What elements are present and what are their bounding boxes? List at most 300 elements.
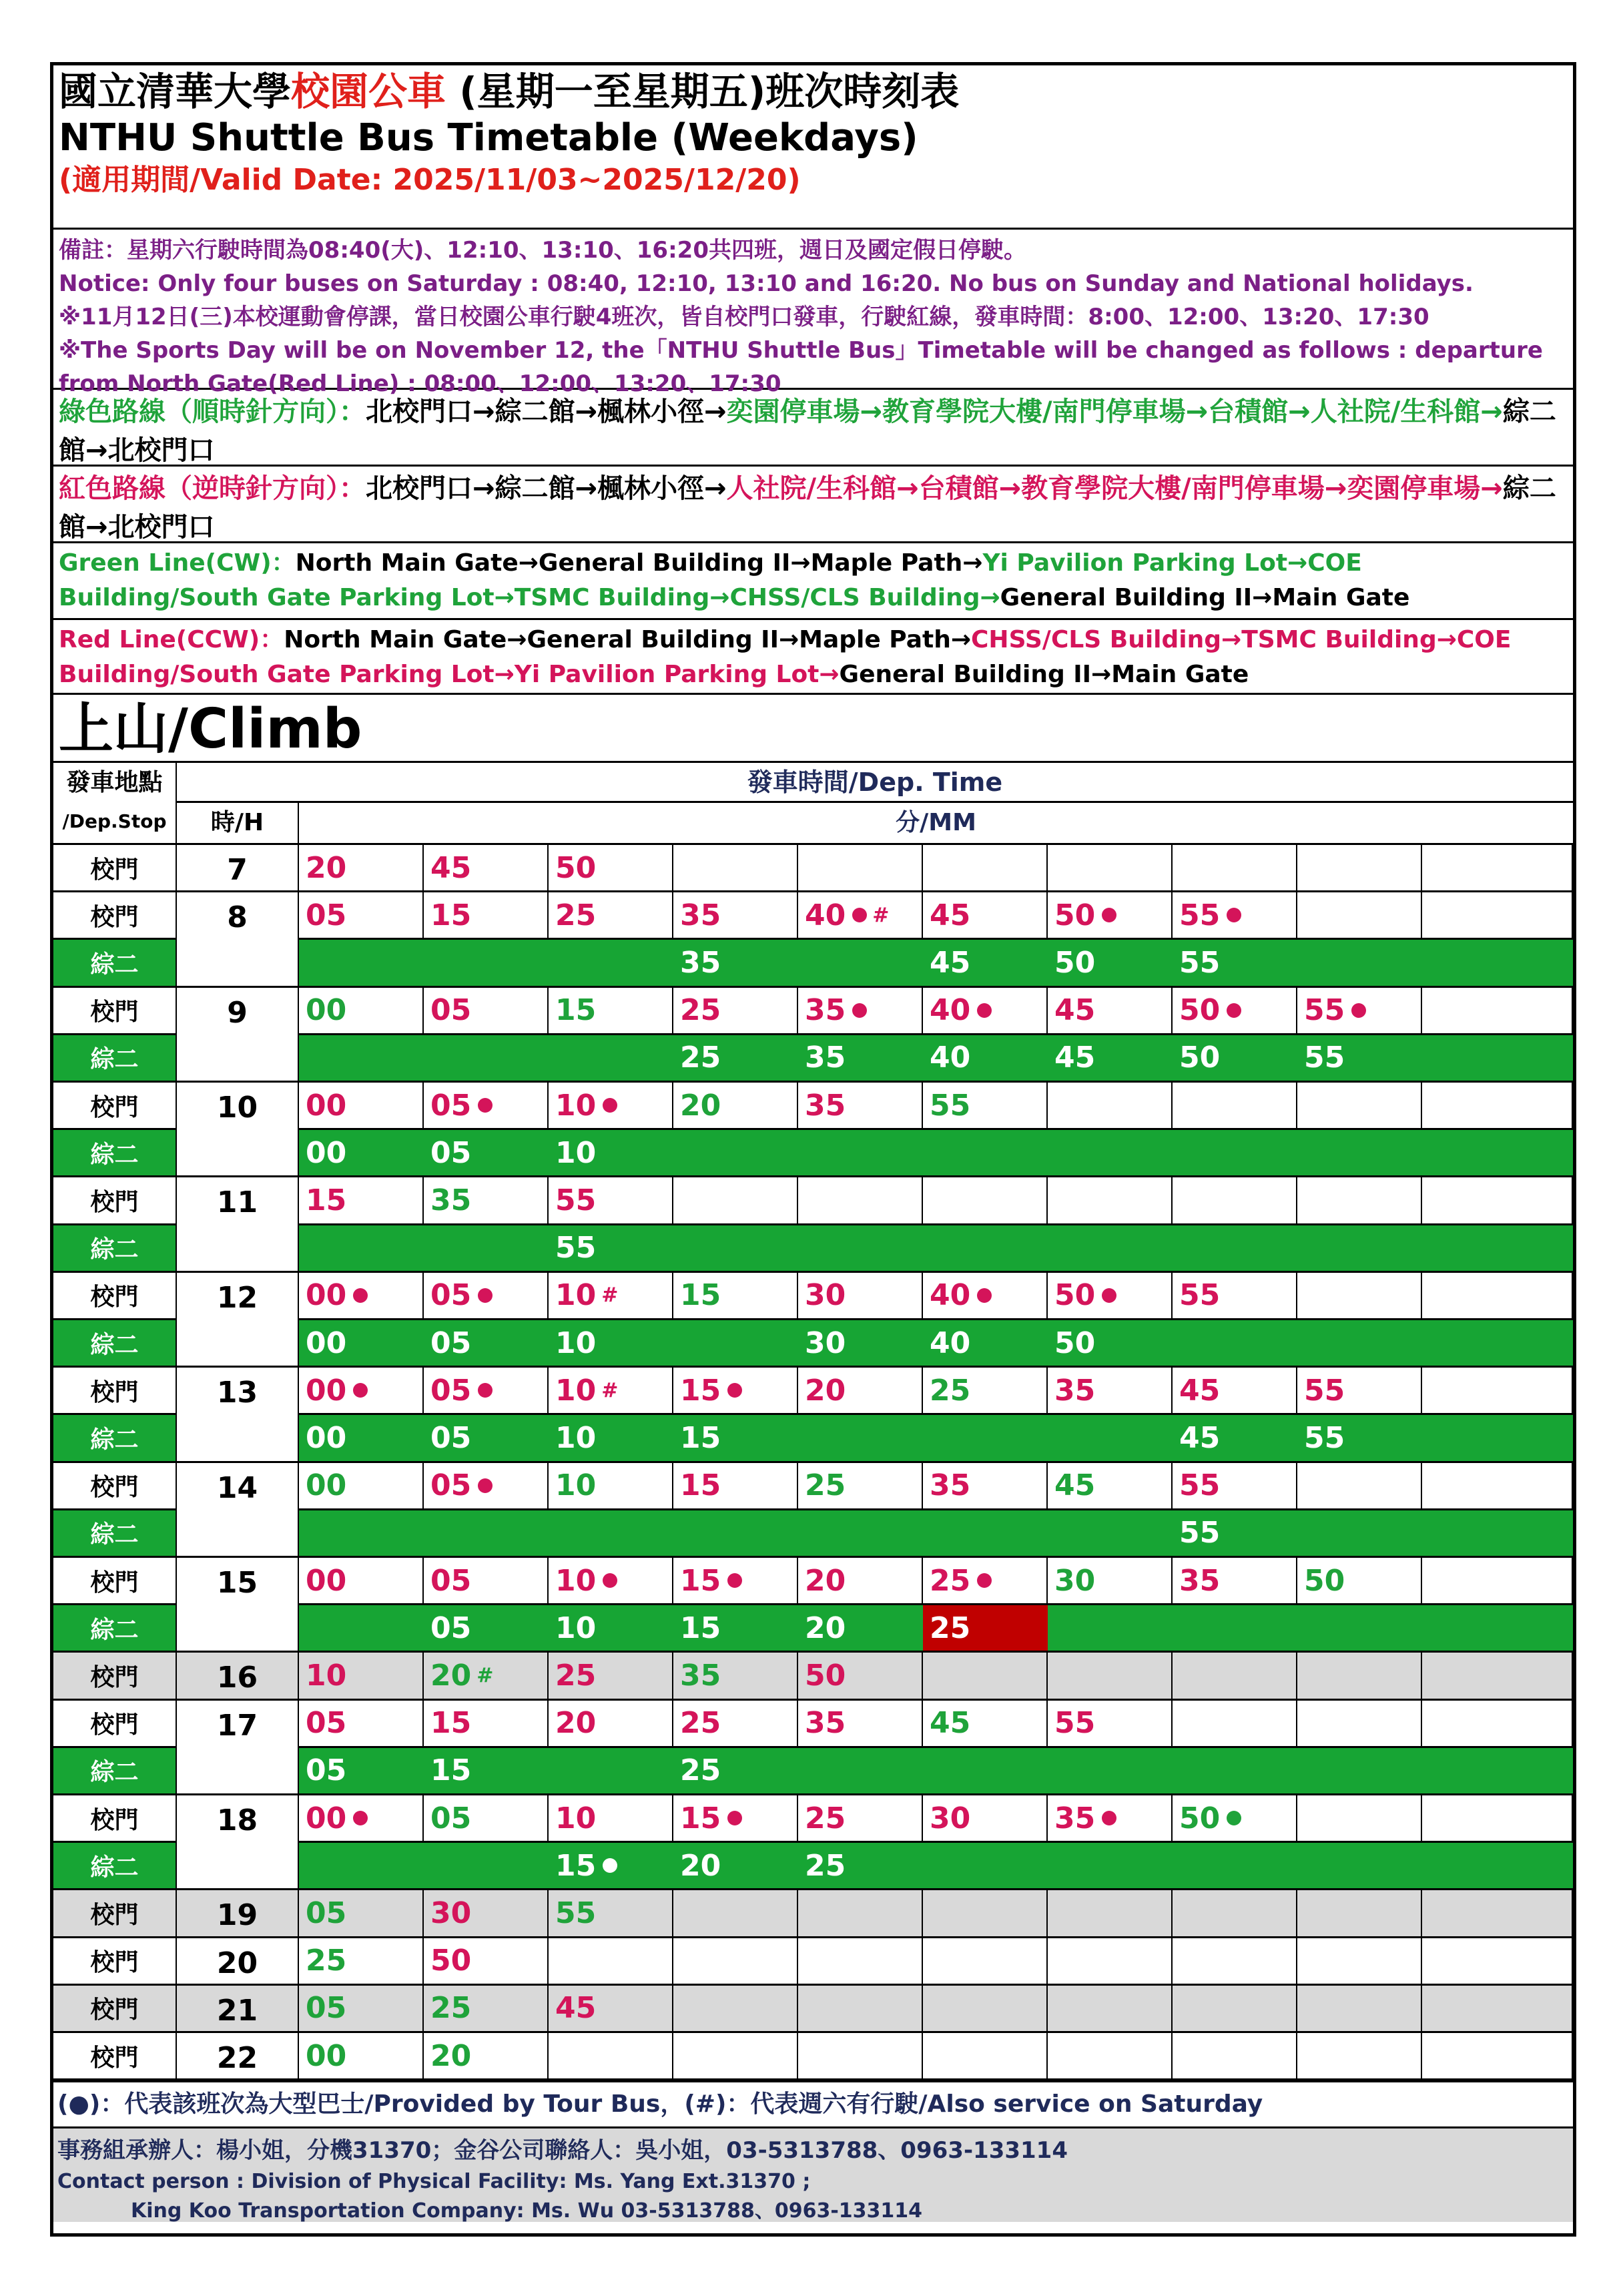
- minute-value: 45: [1179, 1420, 1221, 1455]
- minute-value: 40: [930, 1278, 971, 1313]
- minute-value: 35: [805, 1088, 846, 1123]
- minute-cell: [1173, 1035, 1297, 1083]
- minute-value: 00: [306, 2038, 347, 2073]
- minute-cell: [1173, 1605, 1297, 1653]
- note-en: Notice: Only four buses on Saturday : 08:40, 12:10, 13:10 and 16:20. No bus on Sunday and National holidays.: [59, 270, 1474, 297]
- note-sports-en: ※The Sports Day will be on November 12, the「NTHU Shuttle Bus」Timetable will be changed as follows : departure from North Gate(Red Line) : 08:00、12:00、13:20、17:30: [59, 337, 1543, 397]
- minute-cell: [673, 1843, 798, 1890]
- minute-value: 45: [1054, 993, 1096, 1028]
- minute-value: 05: [430, 1801, 472, 1835]
- hour-cell: 14: [177, 1463, 299, 1558]
- stop-cell: 校門: [53, 892, 177, 940]
- minute-value: 35: [430, 1183, 472, 1217]
- table-row-gate: [53, 2033, 1573, 2080]
- minute-value: 55: [1304, 1373, 1345, 1408]
- minute-cell: [1297, 1938, 1422, 1986]
- minute-cell: [923, 1558, 1048, 1605]
- minute-value: 05: [306, 898, 347, 932]
- red-route-label: 紅色路線（逆時針方向）：: [59, 473, 366, 504]
- minute-value: 30: [805, 1326, 846, 1360]
- minute-cell: [923, 892, 1048, 940]
- green-route-zh: [53, 390, 1573, 467]
- minute-cell: [1297, 1225, 1422, 1273]
- minute-cell: [1173, 940, 1297, 987]
- minute-cell: [1048, 1083, 1173, 1130]
- minute-cell: [549, 1320, 673, 1368]
- minute-value: 35: [805, 1041, 846, 1075]
- minute-cell: [1173, 1368, 1297, 1415]
- minute-cell: [299, 845, 424, 892]
- minute-value: 00: [306, 1801, 347, 1835]
- minute-cell: [424, 1653, 549, 1700]
- hour-header: 時/H: [177, 803, 299, 843]
- minute-cell: [1173, 1177, 1297, 1225]
- minute-cell: [1422, 1795, 1573, 1843]
- minute-value: 55: [1179, 1278, 1221, 1313]
- minute-cell: [424, 1130, 549, 1177]
- tour-bus-dot-icon: [977, 1573, 992, 1588]
- minute-value: 30: [1054, 1563, 1096, 1598]
- tour-bus-dot-icon: [1102, 908, 1116, 922]
- minute-cell: [923, 1843, 1048, 1890]
- saturday-hash-icon: #: [601, 1378, 619, 1402]
- hour-cell: 16: [177, 1653, 299, 1700]
- minute-cell: [1297, 1035, 1422, 1083]
- minute-cell: [299, 1605, 424, 1653]
- minute-value: 35: [1054, 1801, 1096, 1835]
- minute-value: 05: [430, 1278, 472, 1313]
- minute-value: 35: [680, 945, 721, 980]
- minute-value: 35: [1179, 1563, 1221, 1598]
- stop-cell: 綜二: [53, 1843, 177, 1890]
- minute-value: 25: [805, 1468, 846, 1503]
- minute-cell: [1173, 2033, 1297, 2080]
- minute-cell: [798, 1177, 923, 1225]
- minute-cell: [1173, 1986, 1297, 2033]
- note-sports-zh: ※11月12日(三)本校運動會停課，當日校園公車行駛4班次，皆自校門口發車，行駛紅線，發車時間：8:00、12:00、13:20、17:30: [59, 304, 1429, 330]
- minute-cell: [1422, 1035, 1573, 1083]
- stop-cell: 綜二: [53, 1225, 177, 1273]
- minute-cell: [673, 1653, 798, 1700]
- contact-en-2: King Koo Transportation Company: Ms. Wu 03-5313788、0963-133114: [131, 2199, 923, 2223]
- minute-cell: [549, 1510, 673, 1558]
- minute-cell: [424, 988, 549, 1035]
- minute-value: 55: [1179, 898, 1221, 932]
- minute-value: 10: [555, 1611, 597, 1645]
- minute-cell: [549, 1177, 673, 1225]
- minute-cell: [673, 1035, 798, 1083]
- minute-value: 50: [555, 850, 597, 885]
- minute-cell: [1048, 1320, 1173, 1368]
- minute-cell: [1422, 1177, 1573, 1225]
- stop-cell: 校門: [53, 988, 177, 1035]
- minute-cell: [1297, 1986, 1422, 2033]
- minute-cell: [1048, 1130, 1173, 1177]
- minute-cell: [798, 1795, 923, 1843]
- minute-cell: [798, 1938, 923, 1986]
- minute-cell: [798, 1510, 923, 1558]
- minute-value: 15: [680, 1420, 721, 1455]
- minute-cell: [1297, 1653, 1422, 1700]
- minute-cell: [549, 1795, 673, 1843]
- minute-cell: [424, 1748, 549, 1795]
- contact-en-1: Contact person : Division of Physical Facility: Ms. Yang Ext.31370 ;: [57, 2170, 811, 2194]
- tour-bus-dot-icon: [727, 1811, 742, 1825]
- minute-cell: [424, 1368, 549, 1415]
- minute-value: 55: [1304, 1041, 1345, 1075]
- minute-cell: [923, 1701, 1048, 1748]
- minute-value: 25: [930, 1563, 971, 1598]
- valid-date: (適用期間/Valid Date: 2025/11/03~2025/12/20): [59, 163, 801, 197]
- minute-cell: [798, 1415, 923, 1462]
- minute-cell: [673, 1083, 798, 1130]
- minute-value: 50: [1179, 1801, 1221, 1835]
- minute-cell: [923, 988, 1048, 1035]
- minute-value: 00: [306, 1420, 347, 1455]
- minute-cell: [1173, 1558, 1297, 1605]
- minute-value: 25: [805, 1801, 846, 1835]
- minute-cell: [299, 1510, 424, 1558]
- minute-value: 05: [430, 1326, 472, 1360]
- minute-cell: [798, 892, 923, 940]
- table-row-gate: [53, 1463, 1573, 1510]
- minute-cell: [1297, 892, 1422, 940]
- minute-value: 30: [430, 1896, 472, 1930]
- table-row-gate: [53, 1653, 1573, 1700]
- dep-time-header: 發車時間/Dep. Time: [177, 763, 1573, 803]
- minute-cell: [1422, 1510, 1573, 1558]
- minute-cell: [923, 1748, 1048, 1795]
- minute-cell: [299, 1986, 424, 2033]
- minute-value: 05: [430, 1563, 472, 1598]
- minute-cell: [1173, 1795, 1297, 1843]
- minute-cell: [1048, 1035, 1173, 1083]
- minute-cell: [1297, 1083, 1422, 1130]
- minute-cell: [299, 1748, 424, 1795]
- table-row-gate: [53, 845, 1573, 892]
- minute-cell: [424, 1701, 549, 1748]
- minute-value: 15: [430, 1706, 472, 1741]
- minute-cell: [1173, 1748, 1297, 1795]
- minute-cell: [299, 1320, 424, 1368]
- minute-cell: [1048, 1510, 1173, 1558]
- minute-value: 05: [430, 1135, 472, 1170]
- table-row-gate: [53, 1177, 1573, 1225]
- minute-cell: [673, 1558, 798, 1605]
- minute-cell: [673, 1890, 798, 1938]
- tour-bus-dot-icon: [1227, 1811, 1241, 1825]
- minute-cell: [549, 892, 673, 940]
- minute-cell: [424, 892, 549, 940]
- minute-value: 00: [306, 1278, 347, 1313]
- minute-cell: [1422, 1843, 1573, 1890]
- stop-cell: 校門: [53, 845, 177, 892]
- minute-value: 15: [306, 1183, 347, 1217]
- minute-cell: [1173, 1510, 1297, 1558]
- minute-cell: [1422, 1558, 1573, 1605]
- minute-cell: [1297, 1273, 1422, 1320]
- minute-value: 50: [1179, 1041, 1221, 1075]
- tour-bus-dot-icon: [1227, 908, 1241, 922]
- red-route-en-part-b: CHSS/CLS Building→TSMC Building→COE Building/South Gate Parking Lot→Yi Pavilion Parking Lot→: [59, 626, 1512, 688]
- minute-cell: [549, 845, 673, 892]
- minute-cell: [549, 1843, 673, 1890]
- page-title-en: NTHU Shuttle Bus Timetable (Weekdays): [59, 116, 918, 160]
- tour-bus-dot-icon: [603, 1098, 617, 1113]
- minute-cell: [424, 1415, 549, 1462]
- minute-cell: [1297, 2033, 1422, 2080]
- minute-cell: [923, 940, 1048, 987]
- minute-value: 35: [680, 1658, 721, 1693]
- minute-cell: [1422, 1890, 1573, 1938]
- minute-cell: [299, 1890, 424, 1938]
- tour-bus-dot-icon: [852, 908, 867, 922]
- stop-cell: 校門: [53, 1938, 177, 1986]
- minute-value: 25: [680, 993, 721, 1028]
- minute-cell: [1173, 1653, 1297, 1700]
- minute-value: 05: [430, 1088, 472, 1123]
- minute-value: 25: [930, 1611, 971, 1645]
- minute-cell: [1422, 1368, 1573, 1415]
- minute-cell: [1297, 1843, 1422, 1890]
- tour-bus-dot-icon: [478, 1478, 493, 1493]
- minute-value: 40: [930, 993, 971, 1028]
- minute-cell: [798, 1320, 923, 1368]
- minute-cell: [673, 940, 798, 987]
- minute-cell: [798, 1558, 923, 1605]
- minute-value: 15: [680, 1801, 721, 1835]
- table-row-gate: [53, 1890, 1573, 1938]
- stop-cell: 校門: [53, 1653, 177, 1700]
- minute-cell: [1422, 1083, 1573, 1130]
- minute-cell: [1048, 1701, 1173, 1748]
- minute-cell: [923, 1083, 1048, 1130]
- minute-cell: [549, 1463, 673, 1510]
- minute-value: 40: [805, 898, 846, 932]
- minute-value: 05: [306, 1706, 347, 1741]
- minute-cell: [299, 1938, 424, 1986]
- minute-cell: [798, 1605, 923, 1653]
- minute-cell: [424, 1605, 549, 1653]
- minute-value: 10: [555, 1135, 597, 1170]
- minute-cell: [673, 845, 798, 892]
- table-row-gate: [53, 892, 1573, 940]
- minute-cell: [1422, 1605, 1573, 1653]
- minute-value: 50: [1179, 993, 1221, 1028]
- minute-value: 10: [306, 1658, 347, 1693]
- minute-cell: [549, 2033, 673, 2080]
- minute-value: 50: [1054, 1278, 1096, 1313]
- minute-cell: [798, 1035, 923, 1083]
- minute-cell: [1173, 988, 1297, 1035]
- minute-cell: [1048, 1463, 1173, 1510]
- green-route-part-b: 奕園停車場→教育學院大樓/南門停車場→台積館→人社院/生科館→: [726, 396, 1503, 427]
- tour-bus-dot-icon: [977, 1003, 992, 1018]
- minute-value: 10: [555, 1420, 597, 1455]
- minute-cell: [673, 1415, 798, 1462]
- minute-cell: [923, 1795, 1048, 1843]
- table-row-gate: [53, 1368, 1573, 1415]
- minute-cell: [798, 845, 923, 892]
- red-route-part-b: 人社院/生科館→台積館→教育學院大樓/南門停車場→奕園停車場→: [726, 473, 1503, 504]
- minute-cell: [923, 1225, 1048, 1273]
- minute-cell: [673, 1748, 798, 1795]
- minute-cell: [1048, 1938, 1173, 1986]
- minute-value: 05: [430, 1373, 472, 1408]
- minute-cell: [299, 1795, 424, 1843]
- minute-cell: [673, 1130, 798, 1177]
- stop-cell: 綜二: [53, 1605, 177, 1653]
- minute-value: 15: [680, 1468, 721, 1503]
- minute-cell: [798, 1986, 923, 2033]
- minute-cell: [923, 1035, 1048, 1083]
- minute-value: 10: [555, 1088, 597, 1123]
- minute-value: 20: [306, 850, 347, 885]
- minute-cell: [1048, 2033, 1173, 2080]
- contact-zh: 事務組承辦人：楊小姐，分機31370；金谷公司聯絡人：吳小姐，03-5313788、0963-133114: [57, 2137, 1068, 2165]
- minute-cell: [798, 2033, 923, 2080]
- minute-cell: [1048, 988, 1173, 1035]
- minute-cell: [798, 1701, 923, 1748]
- tour-bus-dot-icon: [353, 1288, 368, 1303]
- minute-cell: [1297, 1415, 1422, 1462]
- stop-cell: 校門: [53, 1083, 177, 1130]
- minute-value: 40: [930, 1326, 971, 1360]
- minute-cell: [1297, 845, 1422, 892]
- minute-value: 25: [680, 1041, 721, 1075]
- minute-cell: [1297, 988, 1422, 1035]
- minute-cell: [673, 1605, 798, 1653]
- timetable-body: [53, 845, 1573, 2080]
- minute-cell: [673, 1938, 798, 1986]
- minute-cell: [923, 1510, 1048, 1558]
- minute-cell: [424, 1795, 549, 1843]
- minute-value: 35: [930, 1468, 971, 1503]
- minute-value: 05: [430, 993, 472, 1028]
- minute-cell: [673, 2033, 798, 2080]
- stop-cell: 校門: [53, 2033, 177, 2080]
- minute-value: 45: [930, 945, 971, 980]
- hour-cell: 22: [177, 2033, 299, 2080]
- table-row-gate: [53, 1701, 1573, 1748]
- minute-value: 25: [306, 1944, 347, 1978]
- minute-cell: [923, 1605, 1048, 1653]
- minute-cell: [673, 1510, 798, 1558]
- minute-cell: [798, 1130, 923, 1177]
- stop-cell: 綜二: [53, 1415, 177, 1462]
- green-route-label: 綠色路線（順時針方向）：: [59, 396, 366, 427]
- minute-cell: [1048, 1653, 1173, 1700]
- minute-cell: [299, 1035, 424, 1083]
- minute-cell: [923, 1653, 1048, 1700]
- title-zh-highlight: 校園公車: [291, 69, 446, 114]
- minute-value: 20: [805, 1611, 846, 1645]
- minute-value: 15: [555, 1848, 597, 1883]
- minute-cell: [1173, 1415, 1297, 1462]
- minute-cell: [1173, 1701, 1297, 1748]
- stop-cell: 校門: [53, 1273, 177, 1320]
- minute-value: 50: [1304, 1563, 1345, 1598]
- minute-cell: [1173, 892, 1297, 940]
- tour-bus-dot-icon: [478, 1098, 493, 1113]
- table-header: [53, 763, 1573, 845]
- minute-cell: [1297, 1605, 1422, 1653]
- footer: [53, 2080, 1573, 2222]
- minute-cell: [923, 1130, 1048, 1177]
- minute-cell: [549, 940, 673, 987]
- minute-cell: [798, 1368, 923, 1415]
- tour-bus-dot-icon: [1227, 1003, 1241, 1018]
- minute-cell: [1173, 1083, 1297, 1130]
- green-route-part-c: 綜二館→北校門口: [59, 396, 1556, 466]
- title-zh-3: (星期一至星期五)班次時刻表: [446, 69, 960, 114]
- minute-cell: [1422, 892, 1573, 940]
- hour-cell: 19: [177, 1890, 299, 1938]
- minute-value: 10: [555, 1801, 597, 1835]
- stop-cell: 綜二: [53, 1748, 177, 1795]
- minute-cell: [923, 1368, 1048, 1415]
- minute-cell: [424, 1320, 549, 1368]
- minute-cell: [1297, 1558, 1422, 1605]
- minute-cell: [549, 1368, 673, 1415]
- minute-cell: [1173, 845, 1297, 892]
- tour-bus-dot-icon: [1102, 1811, 1116, 1825]
- minute-cell: [1048, 1368, 1173, 1415]
- table-row-gate: [53, 1795, 1573, 1843]
- minute-cell: [1297, 1795, 1422, 1843]
- minute-cell: [1173, 1843, 1297, 1890]
- tour-bus-dot-icon: [603, 1573, 617, 1588]
- minute-cell: [673, 892, 798, 940]
- minute-cell: [424, 2033, 549, 2080]
- notes-block: [53, 230, 1573, 397]
- minute-value: 05: [306, 1896, 347, 1930]
- minute-value: 25: [930, 1373, 971, 1408]
- minute-cell: [1048, 892, 1173, 940]
- tour-bus-dot-icon: [478, 1383, 493, 1398]
- minute-cell: [1422, 988, 1573, 1035]
- stop-cell: 校門: [53, 1795, 177, 1843]
- stop-header: [53, 763, 177, 843]
- hour-cell: 8: [177, 892, 299, 987]
- minute-value: 25: [430, 1991, 472, 2026]
- hour-cell: 17: [177, 1701, 299, 1795]
- tour-bus-dot-icon: [977, 1288, 992, 1303]
- minute-value: 20: [555, 1706, 597, 1741]
- minute-cell: [299, 1083, 424, 1130]
- hour-cell: 7: [177, 845, 299, 892]
- minute-cell: [1173, 1938, 1297, 1986]
- minute-value: 25: [680, 1706, 721, 1741]
- stop-cell: 綜二: [53, 940, 177, 987]
- minute-value: 15: [680, 1373, 721, 1408]
- stop-cell: 校門: [53, 1368, 177, 1415]
- minute-value: 05: [430, 1420, 472, 1455]
- minute-cell: [549, 1701, 673, 1748]
- tour-bus-dot-icon: [353, 1383, 368, 1398]
- minute-cell: [549, 1653, 673, 1700]
- minute-cell: [424, 1273, 549, 1320]
- legend: (●)：代表該班次為大型巴士/Provided by Tour Bus，(#)：代表週六有行駛/Also service on Saturday: [53, 2082, 1573, 2128]
- stop-cell: 綜二: [53, 1510, 177, 1558]
- minute-cell: [424, 1890, 549, 1938]
- minute-cell: [1173, 1463, 1297, 1510]
- minute-cell: [299, 1558, 424, 1605]
- minute-value: 30: [930, 1801, 971, 1835]
- saturday-hash-icon: #: [601, 1283, 619, 1308]
- minute-cell: [1048, 1748, 1173, 1795]
- minute-cell: [299, 1653, 424, 1700]
